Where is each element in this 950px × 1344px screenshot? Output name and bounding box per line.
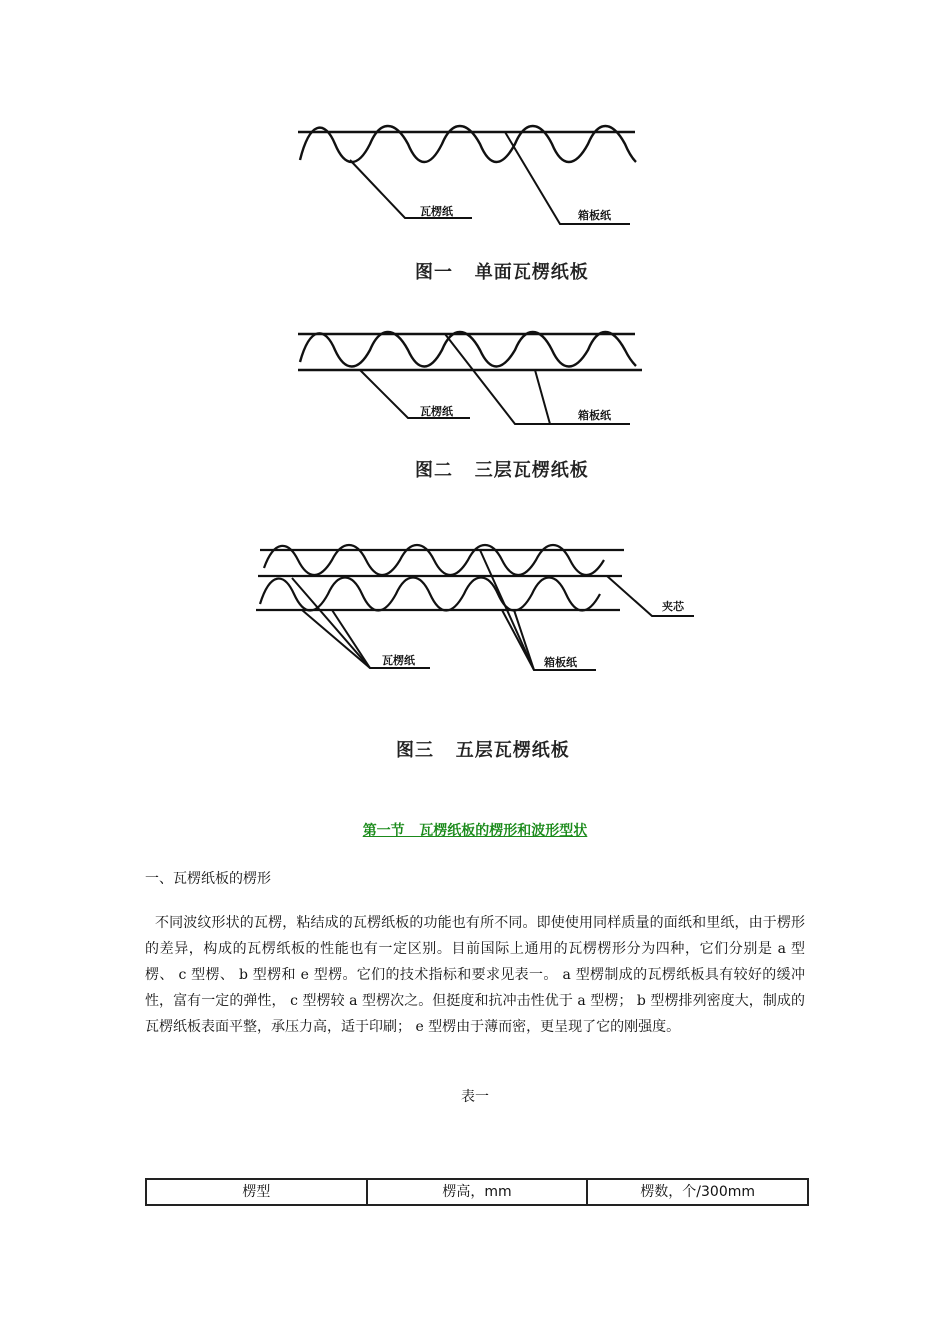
label-corrugated-paper: 瓦楞纸 <box>420 405 453 418</box>
table-header-flute-type: 楞型 <box>147 1180 368 1204</box>
label-liner-board: 箱板纸 <box>544 656 577 669</box>
figure-3-caption: 图三 五层瓦楞纸板 <box>396 740 570 761</box>
label-liner-board: 箱板纸 <box>578 409 611 422</box>
section-title[interactable]: 第一节 瓦楞纸板的楞形和波形型状 <box>362 823 588 839</box>
label-corrugated-paper: 瓦楞纸 <box>382 654 415 667</box>
three-layer-diagram <box>290 320 650 435</box>
figure-1-caption: 图一 单面瓦楞纸板 <box>415 262 589 283</box>
five-layer-diagram <box>252 538 702 683</box>
body-paragraph: 不同波纹形状的瓦楞，粘结成的瓦楞纸板的功能也有所不同。即使使用同样质量的面纸和里纸，由于楞形的差异，构成的瓦楞纸板的性能也有一定区别。目前国际上通用的瓦楞楞形分为四种，它们分别是 a 型楞、 c 型楞、 b 型楞和 e 型楞。它们的技术指标和要求见表一。 a 型楞制成的瓦楞纸板具有较好的缓冲性，富有一定的弹性， c 型楞较 a 型楞次之。但挺度和抗冲击性优于 a 型楞； b 型楞排列密度大，制成的瓦楞纸板表面平整，承压力高，适于印刷； e 型楞由于薄而密，更呈现了它的刚强度。 <box>145 915 805 1035</box>
subheading: 一、瓦楞纸板的楞形 <box>145 871 271 887</box>
single-face-diagram <box>290 120 650 235</box>
label-core: 夹芯 <box>662 600 684 613</box>
figure-five-layer <box>252 538 702 683</box>
figure-2-caption: 图二 三层瓦楞纸板 <box>415 460 589 481</box>
figure-single-face <box>290 120 650 235</box>
flute-table <box>145 1178 809 1206</box>
table-title: 表一 <box>461 1089 489 1105</box>
figure-three-layer <box>290 320 650 435</box>
table-header-flute-height: 楞高，mm <box>368 1180 589 1204</box>
label-liner-board: 箱板纸 <box>578 209 611 222</box>
table-header-flute-count: 楞数，个/300mm <box>640 1184 756 1200</box>
label-corrugated-paper: 瓦楞纸 <box>420 205 453 218</box>
